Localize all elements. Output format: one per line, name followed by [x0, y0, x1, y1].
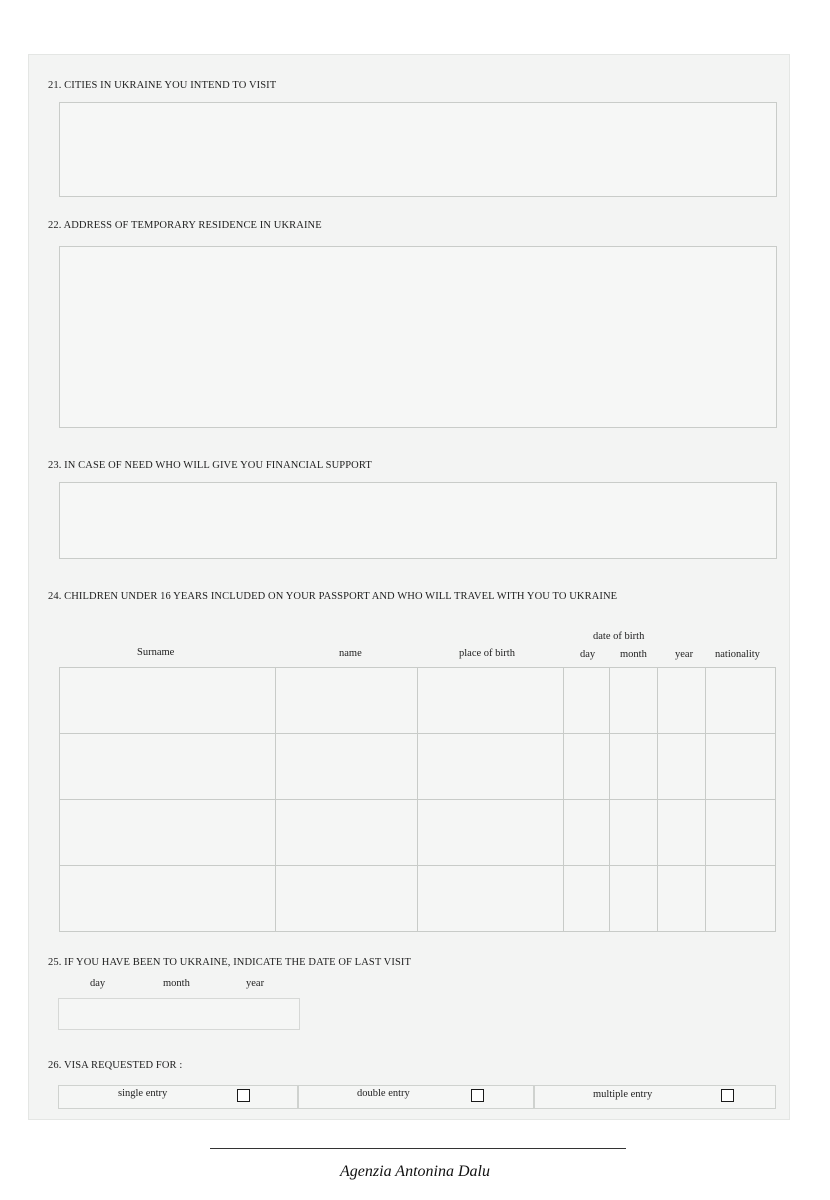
table-row: [60, 668, 776, 734]
last-visit-month-label: month: [163, 978, 190, 989]
footer-rule: [210, 1148, 626, 1149]
surname-cell[interactable]: [60, 800, 276, 866]
multiple-entry-label: multiple entry: [593, 1089, 653, 1100]
day-column-header: day: [580, 649, 596, 660]
year-column-header: year: [675, 649, 694, 660]
visa-single-entry-option[interactable]: [58, 1085, 298, 1109]
footer-agency-name: Agenzia Antonina Dalu: [340, 1163, 490, 1180]
day-cell[interactable]: [564, 668, 610, 734]
month-cell[interactable]: [610, 668, 658, 734]
year-cell[interactable]: [658, 668, 706, 734]
name-cell[interactable]: [276, 734, 418, 800]
place-of-birth-column-header: place of birth: [459, 648, 515, 659]
surname-cell[interactable]: [60, 866, 276, 932]
visa-multiple-entry-option[interactable]: [534, 1085, 776, 1109]
name-cell[interactable]: [276, 668, 418, 734]
surname-cell[interactable]: [60, 668, 276, 734]
year-cell[interactable]: [658, 800, 706, 866]
place-of-birth-cell[interactable]: [418, 800, 564, 866]
month-cell[interactable]: [610, 866, 658, 932]
year-cell[interactable]: [658, 866, 706, 932]
single-entry-checkbox[interactable]: [237, 1089, 250, 1102]
nationality-cell[interactable]: [706, 866, 776, 932]
table-row: [60, 866, 776, 932]
name-cell[interactable]: [276, 866, 418, 932]
last-visit-year-label: year: [246, 978, 265, 989]
temporary-address-field[interactable]: [59, 246, 777, 428]
question-22-label: 22. ADDRESS OF TEMPORARY RESIDENCE IN UKRAINE: [48, 220, 322, 231]
month-column-header: month: [620, 649, 647, 660]
day-cell[interactable]: [564, 734, 610, 800]
day-cell[interactable]: [564, 866, 610, 932]
date-of-birth-header: date of birth: [593, 631, 645, 642]
table-row: [60, 734, 776, 800]
surname-cell[interactable]: [60, 734, 276, 800]
day-cell[interactable]: [564, 800, 610, 866]
nationality-cell[interactable]: [706, 800, 776, 866]
place-of-birth-cell[interactable]: [418, 734, 564, 800]
last-visit-date-field[interactable]: [58, 998, 300, 1030]
visa-double-entry-option[interactable]: [298, 1085, 534, 1109]
financial-support-field[interactable]: [59, 482, 777, 559]
place-of-birth-cell[interactable]: [418, 866, 564, 932]
nationality-cell[interactable]: [706, 734, 776, 800]
double-entry-label: double entry: [357, 1088, 410, 1099]
surname-column-header: Surname: [137, 647, 175, 658]
year-cell[interactable]: [658, 734, 706, 800]
nationality-column-header: nationality: [715, 649, 760, 660]
name-cell[interactable]: [276, 800, 418, 866]
question-25-label: 25. IF YOU HAVE BEEN TO UKRAINE, INDICATE THE DATE OF LAST VISIT: [48, 957, 412, 968]
multiple-entry-checkbox[interactable]: [721, 1089, 734, 1102]
question-24-label: 24. CHILDREN UNDER 16 YEARS INCLUDED ON YOUR PASSPORT AND WHO WILL TRAVEL WITH YOU TO UKRAINE: [48, 591, 618, 602]
name-column-header: name: [339, 648, 362, 659]
double-entry-checkbox[interactable]: [471, 1089, 484, 1102]
table-row: [60, 800, 776, 866]
single-entry-label: single entry: [118, 1088, 168, 1099]
children-table: [59, 667, 776, 932]
question-21-label: 21. CITIES IN UKRAINE YOU INTEND TO VISIT: [48, 80, 277, 91]
month-cell[interactable]: [610, 800, 658, 866]
place-of-birth-cell[interactable]: [418, 668, 564, 734]
month-cell[interactable]: [610, 734, 658, 800]
cities-to-visit-field[interactable]: [59, 102, 777, 197]
question-23-label: 23. IN CASE OF NEED WHO WILL GIVE YOU FINANCIAL SUPPORT: [48, 460, 372, 471]
nationality-cell[interactable]: [706, 668, 776, 734]
question-26-label: 26. VISA REQUESTED FOR :: [48, 1060, 183, 1071]
last-visit-day-label: day: [90, 978, 106, 989]
